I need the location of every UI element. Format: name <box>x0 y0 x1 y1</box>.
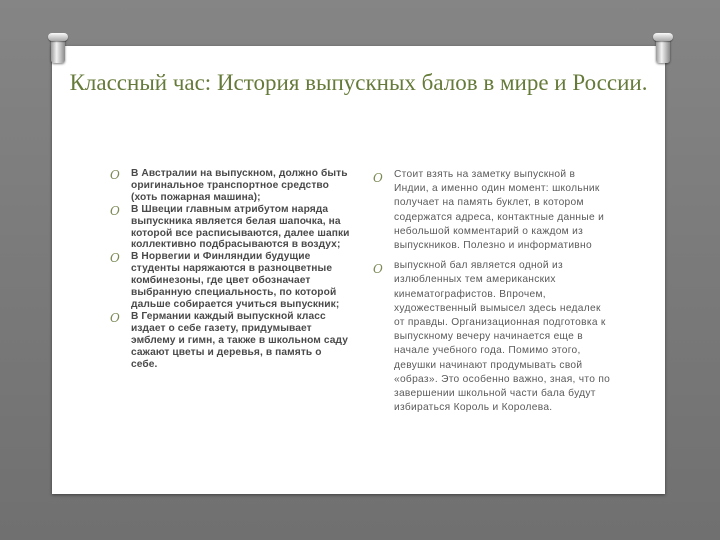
list-item <box>110 204 350 252</box>
left-column <box>110 168 350 370</box>
right-column <box>373 168 613 415</box>
list-item <box>110 311 350 371</box>
bullet-text: В Австралии на выпускном, должно быть оригинальное транспортное средство (хоть пожарная машина); <box>131 168 348 203</box>
bullet-icon: O <box>110 251 120 266</box>
bullet-text: В Норвегии и Финляндии будущие студенты наряжаются в разноцветные комбинезоны, где цвет обозначает выбранную специальность, по которой дальше собирается учиться выпускник; <box>131 251 340 310</box>
bullet-icon: O <box>110 310 120 325</box>
bullet-text: В Швеции главным атрибутом наряда выпускника является белая шапочка, на которой все расписываются, далее шапки коллективно подбрасываются в воздух; <box>131 203 350 251</box>
bullet-icon: O <box>373 171 383 185</box>
bullet-text: Стоит взять на заметку выпускной в Индии, а именно один момент: школьник получает на память буклет, в котором содержатся адреса, контактные данные и небольшой комментарий о каждом из выпускников. Полезно и информативно <box>394 169 605 252</box>
bullet-text: выпускной бал является одной из излюбленных тем американских кинематографистов. Впрочем, художественный вымысел здесь недалек от правды. Организационная подготовка к выпускному вечеру начинается еще в начале учебного года. Помимо этого, девушки начинают продумывать свой «образ». Это особенно важно, зная, что по завершении школьной части бала будут избираться Король и Королева. <box>394 260 611 414</box>
bullet-text: В Германии каждый выпускной класс издает о себе газету, придумывает эмблему и гимн, а также в школьном саду сажают цветы и деревья, в память о себе. <box>131 310 348 370</box>
list-item <box>373 168 613 253</box>
list-item <box>373 259 613 415</box>
pushpin-icon <box>656 37 670 63</box>
bullet-icon: O <box>110 168 120 182</box>
bullet-icon: O <box>373 262 383 277</box>
pushpin-icon <box>51 37 65 63</box>
list-item <box>110 168 350 204</box>
list-item <box>110 251 350 311</box>
bullet-icon: O <box>110 203 120 218</box>
slide-title: Классный час: История выпускных балов в мире и России. <box>69 70 648 95</box>
